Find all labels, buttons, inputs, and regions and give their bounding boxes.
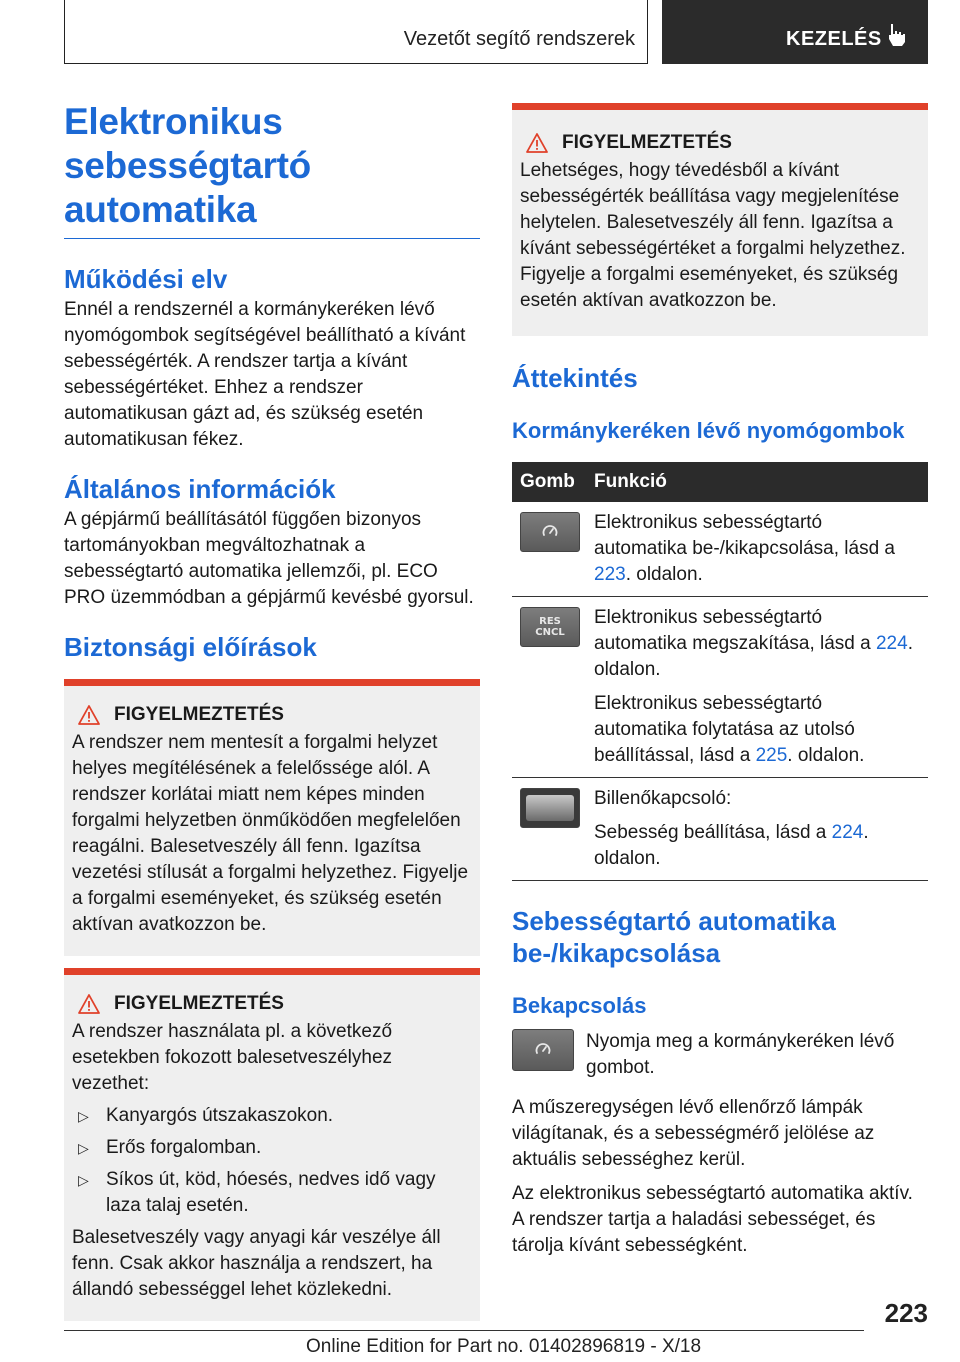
list-item: ▷ Síkos út, köd, hóesés, nedves idő vagy laza talaj esetén. [78, 1169, 436, 1216]
edition-footer: Online Edition for Part no. 01402896819 - X/18 [306, 1336, 702, 1357]
page-title: Elektronikus sebességtartó automatika [64, 100, 480, 239]
list-item: ▷ Kanyargós útszakaszokon. [72, 1103, 472, 1129]
function-text: Sebesség beállítása, lásd a [594, 822, 832, 843]
page-link[interactable]: 224 [831, 822, 864, 843]
hand-pointer-icon [884, 22, 910, 48]
rocker-switch-icon [520, 788, 580, 828]
warning-label: FIGYELMEZTETÉS [562, 132, 732, 153]
function-text: Elektronikus sebességtartó automatika megszakítása, lásd a [594, 607, 876, 654]
warning-box-1 [64, 679, 480, 956]
function-text: Elektronikus sebességtartó automatika be-/kikapcsolása, lásd a [594, 512, 895, 559]
page-link[interactable]: 224 [875, 633, 908, 654]
principle-text: Ennél a rendszernél a kormánykeréken lévő nyomógombok segítségével beállítható a kívánt sebességérték. A rendszer tartja a kívánt sebességértéket. Ehhez a rendszer automatikusan gázt ad, és szükség esetén automatikusan fékez. [64, 299, 466, 450]
list-item: ▷ Erős forgalomban. [72, 1135, 472, 1161]
header-chapter-box [662, 0, 928, 64]
page-link[interactable]: 225 [755, 745, 788, 766]
table-header-function: Funkció [586, 462, 928, 502]
header-section-title: Vezetőt segítő rendszerek [403, 28, 635, 50]
page-link[interactable]: 223 [594, 564, 626, 585]
warning-title-1 [72, 704, 472, 726]
page-number: 223 [884, 1298, 928, 1328]
section-heading-overview: Áttekintés [512, 363, 638, 393]
warning-box-3 [512, 103, 928, 336]
subheading-buttons: Kormánykeréken lévő nyomógombok [512, 418, 905, 443]
warning-triangle-icon [526, 133, 548, 153]
table-header-button: Gomb [512, 462, 586, 502]
function-cell: Billenőkapcsoló: Sebesség beállítása, lásd a 224. oldalon. [586, 778, 928, 881]
res-cncl-button-icon: RES CNCL [520, 607, 580, 647]
left-column [64, 100, 480, 1321]
function-cell: Elektronikus sebességtartó automatika be-/kikapcsolása, lásd a 223. oldalon. [586, 502, 928, 597]
warning-outro-2: Balesetveszély vagy anyagi kár veszélye áll fenn. Csak akkor használja a rendszert, ha állandó sebességgel lehet közlekedni. [72, 1227, 441, 1300]
warning-title-3 [520, 132, 920, 154]
function-text: Elektronikus sebességtartó automatika folytatása az utolsó beállítással, lásd a [594, 693, 855, 766]
triangle-right-icon: ▷ [78, 1172, 89, 1188]
subheading-on: Bekapcsolás [512, 993, 647, 1018]
on-step [512, 1029, 928, 1081]
cruise-control-button-icon [520, 512, 580, 552]
on-paragraph-2: Az elektronikus sebességtartó automatika aktív. A rendszer tartja a haladási sebességet, és tárolja kívánt sebességként. [512, 1183, 913, 1256]
warning-triangle-icon [78, 994, 100, 1014]
table-row [512, 778, 928, 881]
table-header-row [512, 462, 928, 502]
on-step-text: Nyomja meg a kormánykeréken lévő gombot. [586, 1031, 895, 1078]
warning-title-2 [72, 993, 472, 1015]
triangle-right-icon: ▷ [78, 1108, 89, 1124]
header-section-box [64, 0, 648, 64]
warning-text-3: Lehetséges, hogy tévedésből a kívánt sebességérték beállítása vagy megjelenítése helytelen. Balesetveszély áll fenn. Igazítsa a kívánt sebességértéket a forgalmi helyzethez. Figyelje a forgalmi eseményeket, és szükség esetén aktívan avatkozzon be. [520, 160, 906, 311]
section-heading-safety: Biztonsági előírások [64, 632, 317, 662]
section-heading-principle: Működési elv [64, 264, 228, 294]
section-heading-general: Általános információk [64, 474, 336, 504]
function-cell: Elektronikus sebességtartó automatika megszakítása, lásd a 224. oldalon. Elektronikus sebességtartó automatika folytatása az utolsó beállítással, lásd a 225. oldalon. [586, 597, 928, 778]
right-column [512, 103, 928, 1259]
warning-intro-2: A rendszer használata pl. a következő esetekben fokozott balesetveszélyhez vezethet: [72, 1021, 393, 1094]
section-heading-onoff: Sebességtartó automatika be-/kikapcsolása [512, 906, 836, 968]
triangle-right-icon: ▷ [78, 1140, 89, 1156]
header-chapter-title: KEZELÉS [786, 28, 882, 50]
warning-label: FIGYELMEZTETÉS [114, 993, 284, 1014]
table-row [512, 597, 928, 778]
warning-box-2 [64, 968, 480, 1321]
warning-label: FIGYELMEZTETÉS [114, 704, 284, 725]
footer-divider [64, 1330, 864, 1331]
warning-triangle-icon [78, 705, 100, 725]
function-table [512, 462, 928, 881]
on-paragraph-1: A műszeregységen lévő ellenőrző lámpák világítanak, és a sebességmérő jelölése az aktuális sebességhez kerül. [512, 1097, 875, 1170]
cruise-control-button-icon [512, 1029, 574, 1071]
general-text: A gépjármű beállításától függően bizonyos tartományokban megváltozhatnak a sebességtartó automatika jellemzői, pl. ECO PRO üzemmódban a gépjármű kevésbé gyorsul. [64, 509, 474, 608]
warning-list [72, 1103, 472, 1219]
table-row [512, 502, 928, 597]
rocker-title: Billenőkapcsoló: [594, 788, 732, 809]
warning-text-1: A rendszer nem mentesít a forgalmi helyzet helyes megítélésének a felelőssége alól. A rendszer korlátai miatt nem képes minden forgalmi helyzetben önműködően megfelelően reagálni. Balesetveszély áll fenn. Igazítsa vezetési stílusát a forgalmi helyzethez. Figyelje a forgalmi eseményeket, és szükség esetén aktívan avatkozzon be. [72, 732, 469, 935]
